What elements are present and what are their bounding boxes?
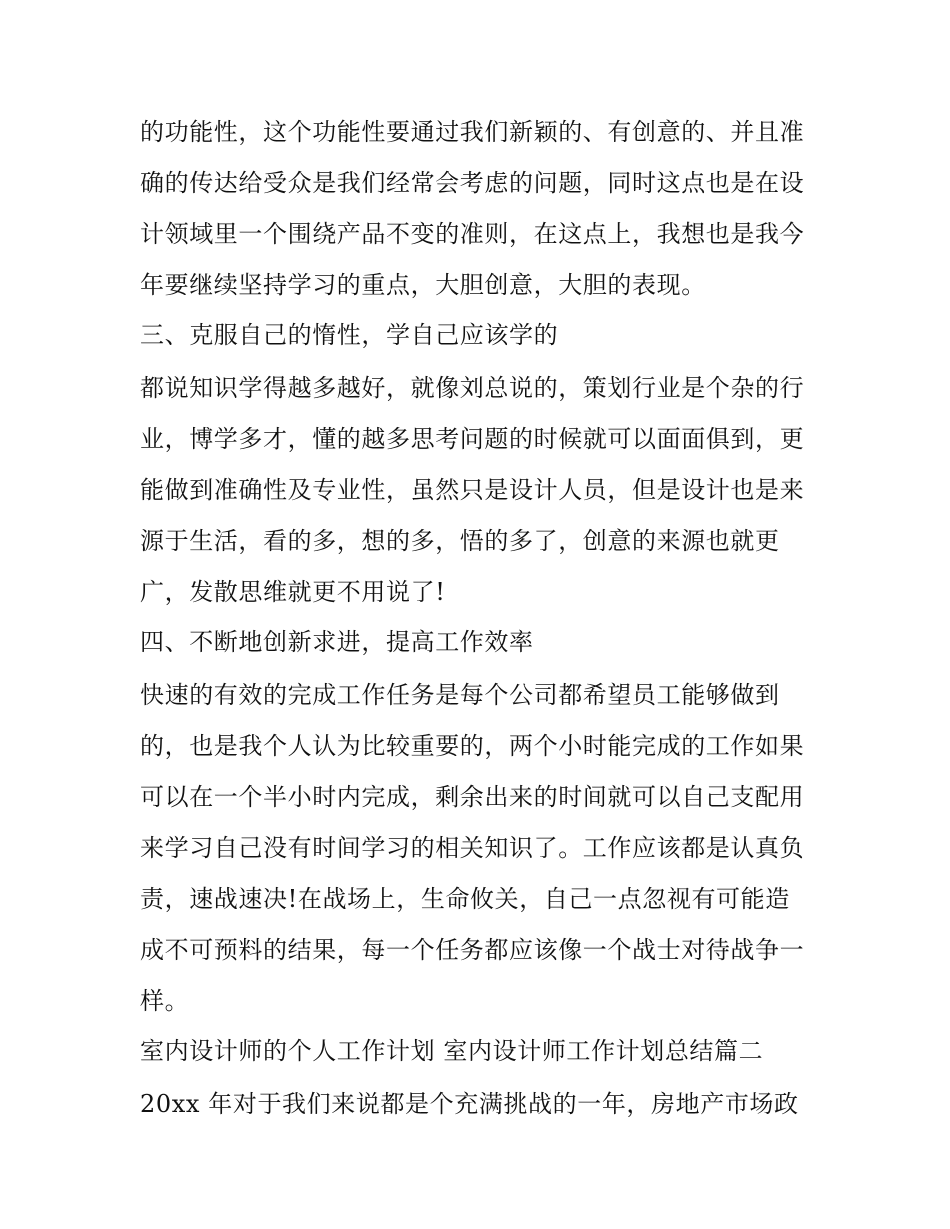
paragraph-line: 20xx 年对于我们来说都是个充满挑战的一年，房地产市场政 bbox=[140, 1090, 799, 1118]
section-heading: 三、克服自己的惰性，学自己应该学的 bbox=[140, 321, 559, 349]
paragraph-line: 来学习自己没有时间学习的相关知识了。工作应该都是认真负 bbox=[140, 834, 805, 862]
paragraph-line: 快速的有效的完成工作任务是每个公司都希望员工能够做到 bbox=[140, 681, 780, 709]
paragraph-line: 都说知识学得越多越好，就像刘总说的，策划行业是个杂的行 bbox=[140, 374, 805, 402]
section-heading: 四、不断地创新求进，提高工作效率 bbox=[140, 628, 534, 656]
paragraph-line: 责，速战速决!在战场上，生命攸关，自己一点忽视有可能造 bbox=[140, 885, 790, 913]
paragraph-line: 计领域里一个围绕产品不变的准则，在这点上，我想也是我今 bbox=[140, 220, 805, 248]
paragraph-line: 样。 bbox=[140, 987, 190, 1015]
article-title: 室内设计师的个人工作计划 室内设计师工作计划总结篇二 bbox=[140, 1037, 764, 1065]
paragraph-line: 年要继续坚持学习的重点，大胆创意，大胆的表现。 bbox=[140, 271, 706, 299]
paragraph-line: 广，发散思维就更不用说了! bbox=[140, 578, 446, 606]
paragraph-line: 业，博学多才，懂的越多思考问题的时候就可以面面俱到，更 bbox=[140, 425, 805, 453]
paragraph-line: 确的传达给受众是我们经常会考虑的问题，同时这点也是在设 bbox=[140, 169, 805, 197]
paragraph-line: 成不可预料的结果，每一个任务都应该像一个战士对待战争一 bbox=[140, 936, 805, 964]
paragraph-line: 能做到准确性及专业性，虽然只是设计人员，但是设计也是来 bbox=[140, 476, 805, 504]
paragraph-line: 源于生活，看的多，想的多，悟的多了，创意的来源也就更 bbox=[140, 527, 780, 555]
paragraph-line: 的功能性，这个功能性要通过我们新颖的、有创意的、并且准 bbox=[140, 118, 805, 146]
paragraph-line: 的，也是我个人认为比较重要的，两个小时能完成的工作如果 bbox=[140, 732, 805, 760]
paragraph-line: 可以在一个半小时内完成，剩余出来的时间就可以自己支配用 bbox=[140, 783, 805, 811]
document-body bbox=[140, 107, 820, 1130]
